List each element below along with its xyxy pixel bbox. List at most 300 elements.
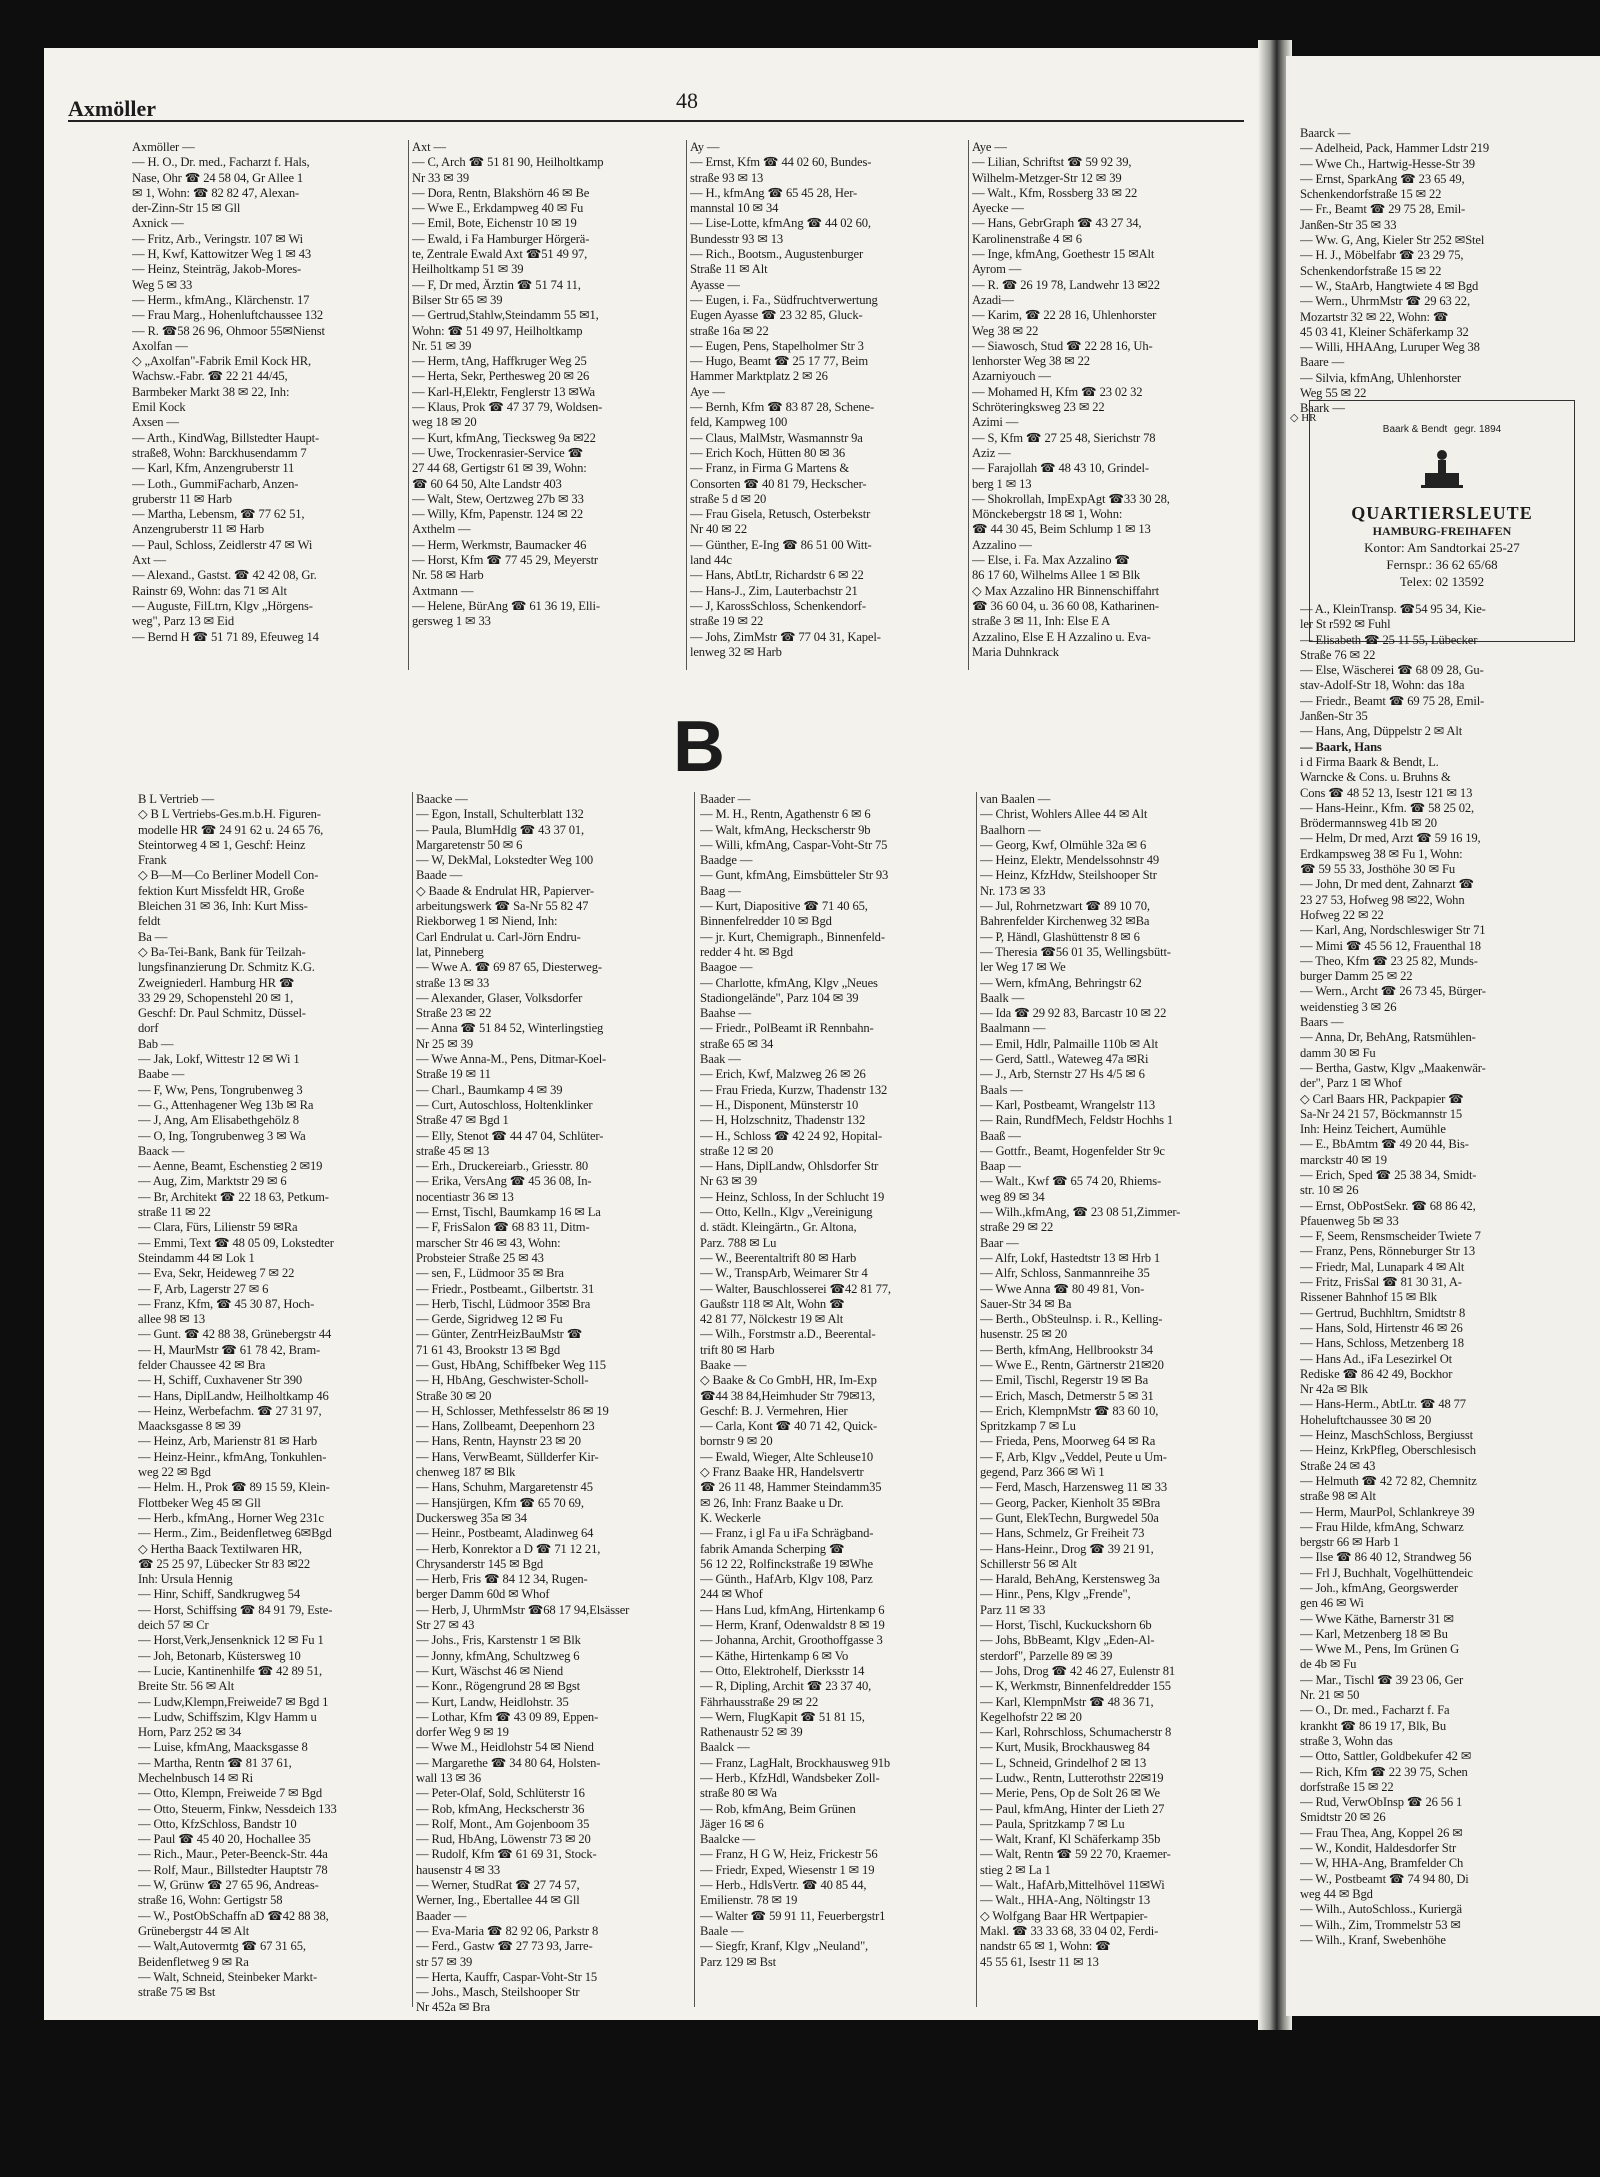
directory-entry: — F, Dr med, Ärztin ☎ 51 74 11, bbox=[412, 277, 581, 292]
directory-entry: — Luise, kfmAng, Maacksgasse 8 bbox=[138, 1740, 308, 1755]
directory-entry: — O., Dr. med., Facharzt f. Fa bbox=[1300, 1703, 1450, 1718]
directory-surname-heading: Baahse — bbox=[700, 1006, 751, 1021]
directory-entry: — Horst, Kfm ☎ 77 45 29, Meyerstr bbox=[412, 553, 598, 568]
directory-entry: — Wwe Anna ☎ 80 49 81, Von- bbox=[980, 1281, 1145, 1296]
porter-emblem-icon bbox=[1417, 447, 1467, 491]
directory-entry: — Herb, J, UhrmMstr ☎68 17 94,Elsässer bbox=[416, 1602, 630, 1617]
directory-entry: — Christ, Wohlers Allee 44 ✉ Alt bbox=[980, 807, 1148, 822]
directory-entry: — Rolf, Maur., Billstedter Hauptstr 78 bbox=[138, 1862, 328, 1877]
directory-entry: — Hans, VerwBeamt, Süllderfer Kir- bbox=[416, 1449, 599, 1464]
directory-entry: Emil Kock bbox=[132, 400, 186, 415]
directory-surname-heading: van Baalen — bbox=[980, 792, 1051, 806]
directory-entry: 42 81 77, Nölckestr 19 ✉ Alt bbox=[700, 1312, 844, 1327]
directory-entry: — Siawosch, Stud ☎ 22 28 16, Uh- bbox=[972, 338, 1153, 353]
directory-entry: str. 10 ✉ 26 bbox=[1300, 1183, 1359, 1198]
directory-entry: — Bertha, Gastw, Klgv „Maakenwär- bbox=[1300, 1060, 1486, 1075]
directory-entry: — Emmi, Text ☎ 48 05 09, Lokstedter bbox=[138, 1235, 334, 1250]
directory-entry: — Herm, tAng, Haffkruger Weg 25 bbox=[412, 354, 587, 369]
directory-entry: de 4b ✉ Fu bbox=[1300, 1657, 1357, 1672]
directory-entry: — Uwe, Trockenrasier-Service ☎ bbox=[412, 445, 584, 460]
directory-entry: — Frau Hilde, kfmAng, Schwarz bbox=[1300, 1519, 1464, 1534]
directory-entry: ◇ Max Azzalino HR Binnenschiffahrt bbox=[972, 583, 1159, 598]
directory-entry: Janßen-Str 35 ✉ 33 bbox=[1300, 217, 1397, 232]
directory-entry: der-Zinn-Str 15 ✉ Gll bbox=[132, 201, 241, 216]
directory-entry: — Joh, Betonarb, Küstersweg 10 bbox=[138, 1648, 301, 1663]
directory-surname-heading: Ayasse — bbox=[690, 277, 740, 292]
directory-entry: — Aug, Zim, Marktstr 29 ✉ 6 bbox=[138, 1174, 287, 1189]
directory-entry: — Hans, Ang, Düppelstr 2 ✉ Alt bbox=[1300, 724, 1463, 739]
directory-entry: — Willi, HHAAng, Luruper Weg 38 bbox=[1300, 340, 1480, 355]
directory-entry: der", Parz 1 ✉ Whof bbox=[1300, 1076, 1402, 1091]
directory-entry: — Fritz, FrisSal ☎ 81 30 31, A- bbox=[1300, 1275, 1462, 1290]
directory-entry: te, Zentrale Ewald Axt ☎51 49 97, bbox=[412, 247, 588, 262]
directory-entry: Chrysanderstr 145 ✉ Bgd bbox=[416, 1556, 544, 1571]
directory-entry: lat, Pinneberg bbox=[416, 944, 484, 959]
column-rule bbox=[694, 792, 695, 2007]
directory-entry: — Kurt, Musik, Brockhausweg 84 bbox=[980, 1740, 1150, 1755]
directory-entry: — Wwe Anna-M., Pens, Ditmar-Koel- bbox=[416, 1052, 607, 1067]
directory-entry: — Heinz, Schloss, In der Schlucht 19 bbox=[700, 1189, 885, 1204]
directory-entry: — H, Holzschnitz, Thadenstr 132 bbox=[700, 1113, 866, 1128]
directory-entry: nandstr 65 ✉ 1, Wohn: ☎ bbox=[980, 1939, 1111, 1954]
directory-entry: — Wwe E., Rentn, Gärtnerstr 21✉20 bbox=[980, 1357, 1164, 1372]
directory-entry: — Rudolf, Kfm ☎ 61 69 31, Stock- bbox=[416, 1847, 597, 1862]
directory-surname-heading: Baare — bbox=[1300, 355, 1345, 370]
directory-entry: — Alexander, Glaser, Volksdorfer bbox=[416, 990, 583, 1005]
directory-entry: — Otto, Elektrohelf, Dierksstr 14 bbox=[700, 1663, 865, 1678]
directory-entry: — Käthe, Hirtenkamp 6 ✉ Vo bbox=[700, 1648, 849, 1663]
directory-entry: — Erich Koch, Hütten 80 ✉ 36 bbox=[690, 445, 845, 460]
directory-entry: — Mimi ☎ 45 56 12, Frauenthal 18 bbox=[1300, 938, 1481, 953]
ad-line-phone: Fernspr.: 36 62 65/68 bbox=[1386, 557, 1498, 572]
directory-entry: Schröteringksweg 23 ✉ 22 bbox=[972, 400, 1105, 415]
ad-founded: gegr. 1894 bbox=[1453, 424, 1502, 435]
directory-entry: Rissener Bahnhof 15 ✉ Blk bbox=[1300, 1290, 1437, 1305]
directory-entry: — Heinz, Werbefachm. ☎ 27 31 97, bbox=[138, 1403, 322, 1418]
directory-entry: — Ludw, Schiffszim, Klgv Hamm u bbox=[138, 1709, 317, 1724]
directory-entry: — Farajollah ☎ 48 43 10, Grindel- bbox=[972, 461, 1149, 476]
directory-entry: — Franz, LagHalt, Brockhausweg 91b bbox=[700, 1755, 891, 1770]
directory-entry: trift 80 ✉ Harb bbox=[700, 1342, 775, 1357]
directory-entry: — Herm., Zim., Beidenfletweg 6✉Bgd bbox=[138, 1526, 332, 1541]
directory-entry: — Kurt, kfmAng, Tiecksweg 9a ✉22 bbox=[412, 430, 596, 445]
directory-entry: — Johs, Drog ☎ 42 46 27, Eulenstr 81 bbox=[980, 1663, 1175, 1678]
directory-entry: Str 27 ✉ 43 bbox=[416, 1618, 475, 1633]
ad-brand: Baark & Bendt gegr. 1894 bbox=[1382, 424, 1502, 435]
directory-surname-heading: Azimi — bbox=[972, 415, 1019, 430]
directory-entry: — Friedr., Beamt ☎ 69 75 28, Emil- bbox=[1300, 693, 1485, 708]
directory-entry: berg 1 ✉ 13 bbox=[972, 476, 1032, 491]
directory-entry: — Dora, Rentn, Blakshörn 46 ✉ Be bbox=[412, 185, 590, 200]
directory-entry: — Berth, kfmAng, Hellbrookstr 34 bbox=[980, 1342, 1153, 1357]
directory-entry: — Hans, Sold, Hirtenstr 46 ✉ 26 bbox=[1300, 1320, 1463, 1335]
directory-entry: straße 93 ✉ 13 bbox=[690, 170, 764, 185]
directory-surname-heading: Axthelm — bbox=[412, 522, 471, 537]
directory-entry: — Wilh., AutoSchloss., Kuriergä bbox=[1300, 1902, 1462, 1917]
directory-entry: Barmbeker Markt 38 ✉ 22, Inh: bbox=[132, 384, 290, 399]
directory-entry: — Otto, Klempn, Freiweide 7 ✉ Bgd bbox=[138, 1786, 322, 1801]
directory-entry: ✉ 26, Inh: Franz Baake u Dr. bbox=[700, 1495, 844, 1510]
directory-entry: — Günter, ZentrHeizBauMstr ☎ bbox=[416, 1327, 583, 1342]
directory-entry: Bundesstr 93 ✉ 13 bbox=[690, 231, 784, 246]
directory-entry: damm 30 ✉ Fu bbox=[1300, 1045, 1376, 1060]
directory-entry: — Merie, Pens, Op de Solt 26 ✉ We bbox=[980, 1786, 1160, 1801]
directory-entry: Hofweg 22 ✉ 22 bbox=[1300, 907, 1384, 922]
directory-entry: gersweg 1 ✉ 33 bbox=[412, 614, 491, 629]
directory-entry: — Hugo, Beamt ☎ 25 17 77, Beim bbox=[690, 354, 869, 369]
directory-entry: — Herb, Tischl, Lüdmoor 35✉ Bra bbox=[416, 1296, 591, 1311]
directory-entry: weidenstieg 3 ✉ 26 bbox=[1300, 999, 1397, 1014]
directory-entry: — Walt, Rentn ☎ 59 22 70, Kraemer- bbox=[980, 1847, 1171, 1862]
directory-entry: — Paul, Schloss, Zeidlerstr 47 ✉ Wi bbox=[132, 537, 313, 552]
directory-entry: — Br, Architekt ☎ 22 18 63, Petkum- bbox=[138, 1189, 329, 1204]
directory-entry: Schillerstr 56 ✉ Alt bbox=[980, 1556, 1077, 1571]
directory-entry: — Frau Frieda, Kurzw, Thadenstr 132 bbox=[700, 1082, 888, 1097]
directory-entry: Straße 19 ✉ 11 bbox=[416, 1067, 491, 1082]
directory-entry: — Paula, BlumHdlg ☎ 43 37 01, bbox=[416, 822, 585, 837]
directory-entry: — Erich, Kwf, Malzweg 26 ✉ 26 bbox=[700, 1067, 866, 1082]
directory-entry: Smidtstr 20 ✉ 26 bbox=[1300, 1810, 1386, 1825]
directory-entry: — Wern, FlugKapit ☎ 51 81 15, bbox=[700, 1709, 865, 1724]
ad-line-telex: Telex: 02 13592 bbox=[1399, 574, 1485, 589]
directory-entry: — Gerde, Sigridweg 12 ✉ Fu bbox=[416, 1312, 563, 1327]
directory-entry: Geschf: B. J. Vermehren, Hier bbox=[700, 1403, 848, 1418]
directory-surname-heading: Baark — bbox=[1300, 401, 1345, 416]
directory-entry: Horn, Parz 252 ✉ 34 bbox=[138, 1725, 242, 1740]
directory-entry: — W., Kondit, Haldesdorfer Str bbox=[1300, 1841, 1457, 1856]
directory-entry: straße 13 ✉ 33 bbox=[416, 975, 490, 990]
directory-entry: felder Chaussee 42 ✉ Bra bbox=[138, 1357, 266, 1372]
column-a4 bbox=[972, 140, 1244, 660]
directory-surname-heading: Azadi— bbox=[972, 292, 1014, 307]
directory-entry: Rainstr 69, Wohn: das 71 ✉ Alt bbox=[132, 583, 287, 598]
directory-entry: ☎ 60 64 50, Alte Landstr 403 bbox=[412, 476, 562, 491]
directory-entry: fektion Kurt Missfeldt HR, Große bbox=[138, 883, 305, 898]
directory-entry: — W., Postbeamt ☎ 74 94 80, Di bbox=[1300, 1871, 1469, 1886]
directory-entry: — Bernh, Kfm ☎ 83 87 28, Schene- bbox=[690, 400, 875, 415]
directory-entry: stav-Adolf-Str 18, Wohn: das 18a bbox=[1300, 678, 1465, 693]
directory-entry: — Rud, VerwObInsp ☎ 26 56 1 bbox=[1300, 1795, 1463, 1810]
directory-entry: — Hans Ad., iFa Lesezirkel Ot bbox=[1300, 1351, 1452, 1366]
directory-entry: 45 55 61, Isestr 11 ✉ 13 bbox=[980, 1954, 1099, 1969]
directory-surname-heading: Baar — bbox=[980, 1235, 1019, 1250]
directory-entry: — Else, Wäscherei ☎ 68 09 28, Gu- bbox=[1300, 663, 1484, 678]
directory-entry: — Else, i. Fa. Max Azzalino ☎ bbox=[972, 553, 1130, 568]
directory-entry: — Ernst, Kfm ☎ 44 02 60, Bundes- bbox=[690, 155, 872, 170]
directory-entry: Mozartstr 32 ✉ 22, Wohn: ☎ bbox=[1300, 309, 1449, 324]
directory-entry: redder 4 ht. ✉ Bgd bbox=[700, 944, 793, 959]
directory-surname-heading: B L Vertrieb — bbox=[138, 792, 214, 806]
directory-entry: — Herb, Konrektor a D ☎ 71 12 21, bbox=[416, 1541, 601, 1556]
directory-entry: — Helm, Dr med, Arzt ☎ 59 16 19, bbox=[1300, 831, 1481, 846]
directory-entry: — Inge, kfmAng, Goethestr 15 ✉Alt bbox=[972, 247, 1155, 262]
directory-entry: — Friedr., Postbeamt., Gilbertstr. 31 bbox=[416, 1281, 595, 1296]
directory-entry: straße 65 ✉ 34 bbox=[700, 1036, 774, 1051]
directory-entry: — Herm, MaurPol, Schlankreye 39 bbox=[1300, 1504, 1475, 1519]
directory-entry: lenweg 32 ✉ Harb bbox=[690, 644, 782, 659]
directory-surname-heading: Baale — bbox=[700, 1923, 744, 1938]
directory-entry: — H, MaurMstr ☎ 61 78 42, Bram- bbox=[138, 1342, 321, 1357]
directory-entry: — Anna, Dr, BehAng, Ratsmühlen- bbox=[1300, 1030, 1476, 1045]
directory-entry: burger Damm 25 ✉ 22 bbox=[1300, 969, 1413, 984]
directory-entry: Wachsw.-Fabr. ☎ 22 21 44/45, bbox=[132, 369, 288, 384]
directory-entry: straße 98 ✉ Alt bbox=[1300, 1489, 1376, 1504]
directory-entry: Straße 76 ✉ 22 bbox=[1300, 647, 1376, 662]
directory-entry: hausenstr 4 ✉ 33 bbox=[416, 1862, 501, 1877]
directory-entry: 244 ✉ Whof bbox=[700, 1587, 763, 1602]
directory-entry: dorfer Weg 9 ✉ 19 bbox=[416, 1725, 509, 1740]
directory-entry: — Clara, Fürs, Lilienstr 59 ✉Ra bbox=[138, 1220, 298, 1235]
directory-entry: straße 45 ✉ 13 bbox=[416, 1143, 490, 1158]
directory-surname-heading: Baalmann — bbox=[980, 1021, 1046, 1036]
directory-entry: — Walt, Stew, Oertzweg 27b ✉ 33 bbox=[412, 491, 584, 506]
directory-entry: — J, KarossSchloss, Schenkendorf- bbox=[690, 598, 866, 613]
directory-entry: — Wwe M., Heidlohstr 54 ✉ Niend bbox=[416, 1740, 594, 1755]
directory-entry: lenhorster Weg 38 ✉ 22 bbox=[972, 354, 1090, 369]
directory-entry: — Eva, Sekr, Heideweg 7 ✉ 22 bbox=[138, 1266, 295, 1281]
directory-entry: feld, Kampweg 100 bbox=[690, 415, 788, 430]
directory-entry: — Hinr., Pens, Klgv „Frende", bbox=[980, 1587, 1131, 1602]
directory-entry: straße 5 d ✉ 20 bbox=[690, 491, 767, 506]
directory-entry: — Herm., kfmAng., Klärchenstr. 17 bbox=[132, 292, 310, 307]
directory-entry: — Heinz, Arb, Marienstr 81 ✉ Harb bbox=[138, 1434, 318, 1449]
directory-entry: Warncke & Cons. u. Bruhns & bbox=[1300, 770, 1451, 785]
directory-surname-heading: Axsen — bbox=[132, 415, 179, 430]
directory-entry: — Karl, Metzenberg 18 ✉ Bu bbox=[1300, 1626, 1448, 1641]
directory-entry: — Heinz, Steinträg, Jakob-Mores- bbox=[132, 262, 302, 277]
directory-surname-heading: Ayecke — bbox=[972, 201, 1024, 216]
directory-entry: — Claus, MalMstr, Wasmannstr 9a bbox=[690, 430, 863, 445]
directory-entry: Straße 11 ✉ Alt bbox=[690, 262, 768, 277]
directory-entry: — Gerd, Sattl., Wateweg 47a ✉Ri bbox=[980, 1052, 1149, 1067]
directory-entry: — Aenne, Beamt, Eschenstieg 2 ✉19 bbox=[138, 1159, 323, 1174]
directory-entry: — F, Arb, Klgv „Veddel, Peute u Um- bbox=[980, 1449, 1167, 1464]
directory-entry: — Martha, Lebensm, ☎ 77 62 51, bbox=[132, 507, 305, 522]
directory-surname-heading: Baalhorn — bbox=[980, 822, 1041, 837]
directory-surname-heading: Baabe — bbox=[138, 1067, 185, 1082]
directory-entry: — Frau Marg., Hohenluftchaussee 132 bbox=[132, 308, 324, 323]
directory-entry: marckstr 40 ✉ 19 bbox=[1300, 1152, 1387, 1167]
directory-entry: gen 46 ✉ Wi bbox=[1300, 1596, 1364, 1611]
directory-entry: — Frieda, Pens, Moorweg 64 ✉ Ra bbox=[980, 1434, 1156, 1449]
directory-entry: — E., BbAmtm ☎ 49 20 44, Bis- bbox=[1300, 1137, 1469, 1152]
directory-entry: Heilholtkamp 51 ✉ 39 bbox=[412, 262, 524, 277]
directory-entry: Jäger 16 ✉ 6 bbox=[700, 1816, 764, 1831]
directory-entry: Parz 129 ✉ Bst bbox=[700, 1954, 776, 1969]
directory-entry: ◇ Ba-Tei-Bank, Bank für Teilzah- bbox=[138, 944, 306, 959]
directory-entry: Inh: Heinz Teichert, Aumühle bbox=[1300, 1122, 1446, 1137]
directory-entry: — Johs, BbBeamt, Klgv „Eden-Al- bbox=[980, 1633, 1155, 1648]
directory-entry: Carl Endrulat u. Carl-Jörn Endru- bbox=[416, 929, 581, 944]
directory-entry: — W, Grünw ☎ 27 65 96, Andreas- bbox=[138, 1878, 319, 1893]
directory-entry: — Karl, Ang, Nordschleswiger Str 71 bbox=[1300, 923, 1486, 938]
directory-entry: Eugen Ayasse ☎ 23 32 85, Gluck- bbox=[690, 308, 863, 323]
directory-entry: — Karl, Rohrschloss, Schumacherstr 8 bbox=[980, 1725, 1172, 1740]
directory-entry: — Hans, GebrGraph ☎ 43 27 34, bbox=[972, 216, 1142, 231]
directory-entry: — Georg, Packer, Kienholt 35 ✉Bra bbox=[980, 1495, 1161, 1510]
directory-entry: straße 16a ✉ 22 bbox=[690, 323, 769, 338]
directory-entry: Nr. 51 ✉ 39 bbox=[412, 338, 472, 353]
directory-entry: — Hans, AbtLtr, Richardstr 6 ✉ 22 bbox=[690, 568, 864, 583]
directory-entry: — Hansjürgen, Kfm ☎ 65 70 69, bbox=[416, 1495, 584, 1510]
directory-entry: — Georg, Kwf, Olmühle 32a ✉ 6 bbox=[980, 837, 1147, 852]
directory-entry: — Ernst, SparkAng ☎ 23 65 49, bbox=[1300, 171, 1465, 186]
ad-line-quartiersleute: QUARTIERSLEUTE bbox=[1351, 503, 1533, 523]
directory-entry: sterdorf", Parzelle 89 ✉ 39 bbox=[980, 1648, 1113, 1663]
directory-entry: ◇ „Axolfan"-Fabrik Emil Kock HR, bbox=[132, 354, 311, 369]
directory-entry: — A., KleinTransp. ☎54 95 34, Kie- bbox=[1300, 602, 1486, 616]
directory-entry: — R. ☎ 26 19 78, Landwehr 13 ✉22 bbox=[972, 277, 1160, 292]
directory-entry: ◇ Carl Baars HR, Packpapier ☎ bbox=[1300, 1091, 1464, 1106]
directory-entry: — Lilian, Schriftst ☎ 59 92 39, bbox=[972, 155, 1132, 170]
directory-entry: ☎ 26 11 48, Hammer Steindamm35 bbox=[700, 1480, 882, 1495]
directory-entry: — Frau Thea, Ang, Koppel 26 ✉ bbox=[1300, 1825, 1463, 1840]
directory-surname-heading: Baarck — bbox=[1300, 126, 1351, 140]
directory-entry: — K, Werkmstr, Binnenfeldredder 155 bbox=[980, 1679, 1171, 1694]
directory-entry: Zweigniederl. Hamburg HR ☎ bbox=[138, 975, 295, 990]
directory-entry: Mechelnbusch 14 ✉ Ri bbox=[138, 1771, 253, 1785]
directory-entry: — Johanna, Archit, Groothoffgasse 3 bbox=[700, 1633, 883, 1648]
directory-entry: — Baark, Hans bbox=[1300, 739, 1382, 754]
directory-entry: Nr. 173 ✉ 33 bbox=[980, 883, 1046, 898]
directory-entry: — Rolf, Mont., Am Gojenboom 35 bbox=[416, 1816, 590, 1831]
directory-entry: — Otto, KfzSchloss, Bandstr 10 bbox=[138, 1816, 297, 1831]
directory-entry: — Friedr., PolBeamt iR Rennbahn- bbox=[700, 1021, 874, 1036]
directory-entry: — Franz, i gl Fa u iFa Schrägband- bbox=[700, 1526, 874, 1541]
directory-entry: — Rain, RundfMech, Feldstr Hochhs 1 bbox=[980, 1113, 1174, 1128]
directory-entry: — Klaus, Prok ☎ 47 37 79, Woldsen- bbox=[412, 400, 603, 415]
directory-entry: d. städt. Kleingärtn., Gr. Altona, bbox=[700, 1220, 857, 1235]
directory-entry: — Eva-Maria ☎ 82 92 06, Parkstr 8 bbox=[416, 1923, 599, 1938]
directory-entry: — John, Dr med dent, Zahnarzt ☎ bbox=[1300, 877, 1475, 892]
directory-surname-heading: Axtmann — bbox=[412, 583, 474, 598]
directory-entry: Karolinenstraße 4 ✉ 6 bbox=[972, 231, 1082, 246]
directory-entry: ☎ 59 55 33, Josthöhe 30 ✉ Fu bbox=[1300, 862, 1455, 877]
column-b1 bbox=[138, 792, 410, 2000]
directory-surname-heading: Baade — bbox=[416, 868, 463, 883]
directory-entry: — Wilh., Zim, Trommelstr 53 ✉ bbox=[1300, 1917, 1461, 1932]
directory-entry: Pfauenweg 5b ✉ 33 bbox=[1300, 1213, 1399, 1228]
directory-entry: — Herb., kfmAng., Horner Weg 231c bbox=[138, 1510, 324, 1525]
directory-entry: Straße 47 ✉ Bgd 1 bbox=[416, 1113, 509, 1128]
directory-entry: — W., Beerentaltrift 80 ✉ Harb bbox=[700, 1250, 857, 1265]
directory-entry: ◇ Baade & Endrulat HR, Papierver- bbox=[416, 883, 594, 898]
directory-entry: — M. H., Rentn, Agathenstr 6 ✉ 6 bbox=[700, 807, 871, 822]
directory-entry: weg 18 ✉ 20 bbox=[412, 415, 477, 430]
directory-entry: Hoheluftchaussee 30 ✉ 20 bbox=[1300, 1412, 1432, 1427]
directory-entry: Consorten ☎ 40 81 79, Heckscher- bbox=[690, 476, 867, 491]
directory-entry: — Helm. H., Prok ☎ 89 15 59, Klein- bbox=[138, 1480, 330, 1495]
directory-entry: — S, Kfm ☎ 27 25 48, Sierichstr 78 bbox=[972, 430, 1156, 445]
directory-entry: — Hans-Herm., AbtLtr. ☎ 48 77 bbox=[1300, 1397, 1466, 1412]
directory-entry: Makl. ☎ 33 33 68, 33 04 02, Ferdi- bbox=[980, 1923, 1159, 1938]
directory-entry: Nr 25 ✉ 39 bbox=[416, 1036, 473, 1051]
directory-entry: — Hans, Schuhm, Margaretenstr 45 bbox=[416, 1480, 593, 1495]
directory-entry: — Alexand., Gastst. ☎ 42 42 08, Gr. bbox=[132, 568, 317, 583]
directory-entry: — Franz, in Firma G Martens & bbox=[690, 461, 849, 476]
directory-entry: — Paula, Spritzkamp 7 ✉ Lu bbox=[980, 1816, 1125, 1831]
directory-entry: ◇ Franz Baake HR, Handelsvertr bbox=[700, 1465, 864, 1480]
directory-surname-heading: Ayrom — bbox=[972, 262, 1022, 277]
column-rule bbox=[412, 792, 413, 2007]
directory-entry: straße 3, Wohn das bbox=[1300, 1733, 1393, 1748]
directory-entry: — Franz, Pens, Rönneburger Str 13 bbox=[1300, 1244, 1475, 1259]
directory-entry: — Gunt. ☎ 42 88 38, Grünebergstr 44 bbox=[138, 1327, 332, 1342]
directory-surname-heading: Baak — bbox=[700, 1052, 741, 1067]
directory-entry: — Johs., Fris, Karstenstr 1 ✉ Blk bbox=[416, 1633, 581, 1648]
directory-entry: — Jonny, kfmAng, Schultzweg 6 bbox=[416, 1648, 580, 1663]
directory-entry: — F, FrisSalon ☎ 68 83 11, Ditm- bbox=[416, 1220, 590, 1235]
directory-entry: — Ernst, ObPostSekr. ☎ 68 86 42, bbox=[1300, 1198, 1476, 1213]
directory-entry: weg 22 ✉ Bgd bbox=[138, 1465, 211, 1480]
directory-entry: Sauer-Str 34 ✉ Ba bbox=[980, 1296, 1072, 1311]
directory-entry: — Emil, Tischl, Regerstr 19 ✉ Ba bbox=[980, 1373, 1149, 1388]
directory-entry: — W, HHA-Ang, Bramfelder Ch bbox=[1300, 1856, 1464, 1871]
directory-entry: — Peter-Olaf, Sold, Schlüterstr 16 bbox=[416, 1786, 585, 1801]
directory-entry: — Ww. G, Ang, Kieler Str 252 ✉Stel bbox=[1300, 233, 1485, 248]
directory-entry: — Joh., kfmAng, Georgswerder bbox=[1300, 1581, 1458, 1595]
directory-entry: — Charlotte, kfmAng, Klgv „Neues bbox=[700, 975, 878, 990]
directory-entry: — Alfr, Schloss, Sanmannreihe 35 bbox=[980, 1266, 1150, 1281]
directory-entry: Weg 5 ✉ 33 bbox=[132, 277, 193, 292]
directory-entry: — Erika, VersAng ☎ 45 36 08, In- bbox=[416, 1174, 592, 1189]
directory-entry: — Wwe M., Pens, Im Grünen G bbox=[1300, 1642, 1460, 1657]
directory-entry: — Wern, kfmAng, Behringstr 62 bbox=[980, 975, 1142, 990]
directory-entry: ◇ B—M—Co Berliner Modell Con- bbox=[138, 868, 319, 883]
directory-entry: bornstr 9 ✉ 20 bbox=[700, 1434, 773, 1449]
directory-entry: — F, Seem, Rensmscheider Twiete 7 bbox=[1300, 1229, 1481, 1244]
directory-entry: — Karl, Kfm, Anzengruberstr 11 bbox=[132, 461, 295, 476]
directory-entry: — Otto, Kelln., Klgv „Vereinigung bbox=[700, 1205, 873, 1220]
directory-entry: Rathenaustr 52 ✉ 39 bbox=[700, 1725, 803, 1740]
directory-entry: Werner, Ing., Ebertallee 44 ✉ Gll bbox=[416, 1893, 580, 1908]
directory-entry: — Hans-Heinr., Kfm. ☎ 58 25 02, bbox=[1300, 800, 1475, 815]
directory-entry: land 44c bbox=[690, 553, 732, 568]
directory-entry: — Erich, Sped ☎ 25 38 34, Smidt- bbox=[1300, 1167, 1477, 1182]
directory-entry: Nr. 58 ✉ Harb bbox=[412, 568, 484, 583]
directory-entry: — Arth., KindWag, Billstedter Haupt- bbox=[132, 430, 320, 445]
directory-entry: — O, Ing, Tongrubenweg 3 ✉ Wa bbox=[138, 1128, 306, 1143]
directory-entry: deich 57 ✉ Cr bbox=[138, 1618, 209, 1633]
directory-entry: — J., Arb, Sternstr 27 Hs 4/5 ✉ 6 bbox=[980, 1067, 1145, 1082]
directory-entry: — Walt., HHA-Ang, Nöltingstr 13 bbox=[980, 1893, 1151, 1908]
directory-entry: — Emil, Hdlr, Palmaille 110b ✉ Alt bbox=[980, 1036, 1158, 1051]
directory-entry: straße 3 ✉ 11, Inh: Else E A bbox=[972, 614, 1111, 629]
directory-entry: wall 13 ✉ 36 bbox=[416, 1771, 482, 1785]
directory-entry: — Ewald, Wieger, Alte Schleuse10 bbox=[700, 1449, 874, 1464]
directory-entry: Margaretenstr 50 ✉ 6 bbox=[416, 837, 523, 852]
column-rule bbox=[976, 792, 977, 2007]
directory-entry: ler St r592 ✉ Fuhl bbox=[1300, 617, 1391, 632]
directory-entry: — Helene, BürAng ☎ 61 36 19, Elli- bbox=[412, 598, 600, 613]
directory-entry: — Wwe Ch., Hartwig-Hesse-Str 39 bbox=[1300, 156, 1475, 171]
directory-entry: — Mohamed H, Kfm ☎ 23 02 32 bbox=[972, 384, 1143, 399]
directory-entry: — H, Schlosser, Methfesselstr 86 ✉ 19 bbox=[416, 1403, 609, 1418]
directory-entry: i d Firma Baark & Bendt, L. bbox=[1300, 754, 1439, 769]
directory-entry: Stadiongelände", Parz 104 ✉ 39 bbox=[700, 990, 859, 1005]
directory-entry: — Kurt, Diapositive ☎ 71 40 65, bbox=[700, 899, 868, 914]
directory-entry: — Karl, KlempnMstr ☎ 48 36 71, bbox=[980, 1694, 1154, 1709]
directory-surname-heading: Baacke — bbox=[416, 792, 468, 806]
directory-entry: berger Damm 60d ✉ Whof bbox=[416, 1587, 550, 1602]
directory-entry: Flottbeker Weg 45 ✉ Gll bbox=[138, 1495, 261, 1510]
directory-entry: dorfstraße 15 ✉ 22 bbox=[1300, 1779, 1394, 1794]
directory-entry: — Ferd., Gastw ☎ 27 73 93, Jarre- bbox=[416, 1939, 593, 1954]
directory-entry: 86 17 60, Wilhelms Allee 1 ✉ Blk bbox=[972, 568, 1141, 583]
directory-surname-heading: Baader — bbox=[416, 1908, 467, 1923]
directory-surname-heading: Baadge — bbox=[700, 853, 753, 868]
directory-entry: Wohn: ☎ 51 49 97, Heilholtkamp bbox=[412, 323, 583, 338]
